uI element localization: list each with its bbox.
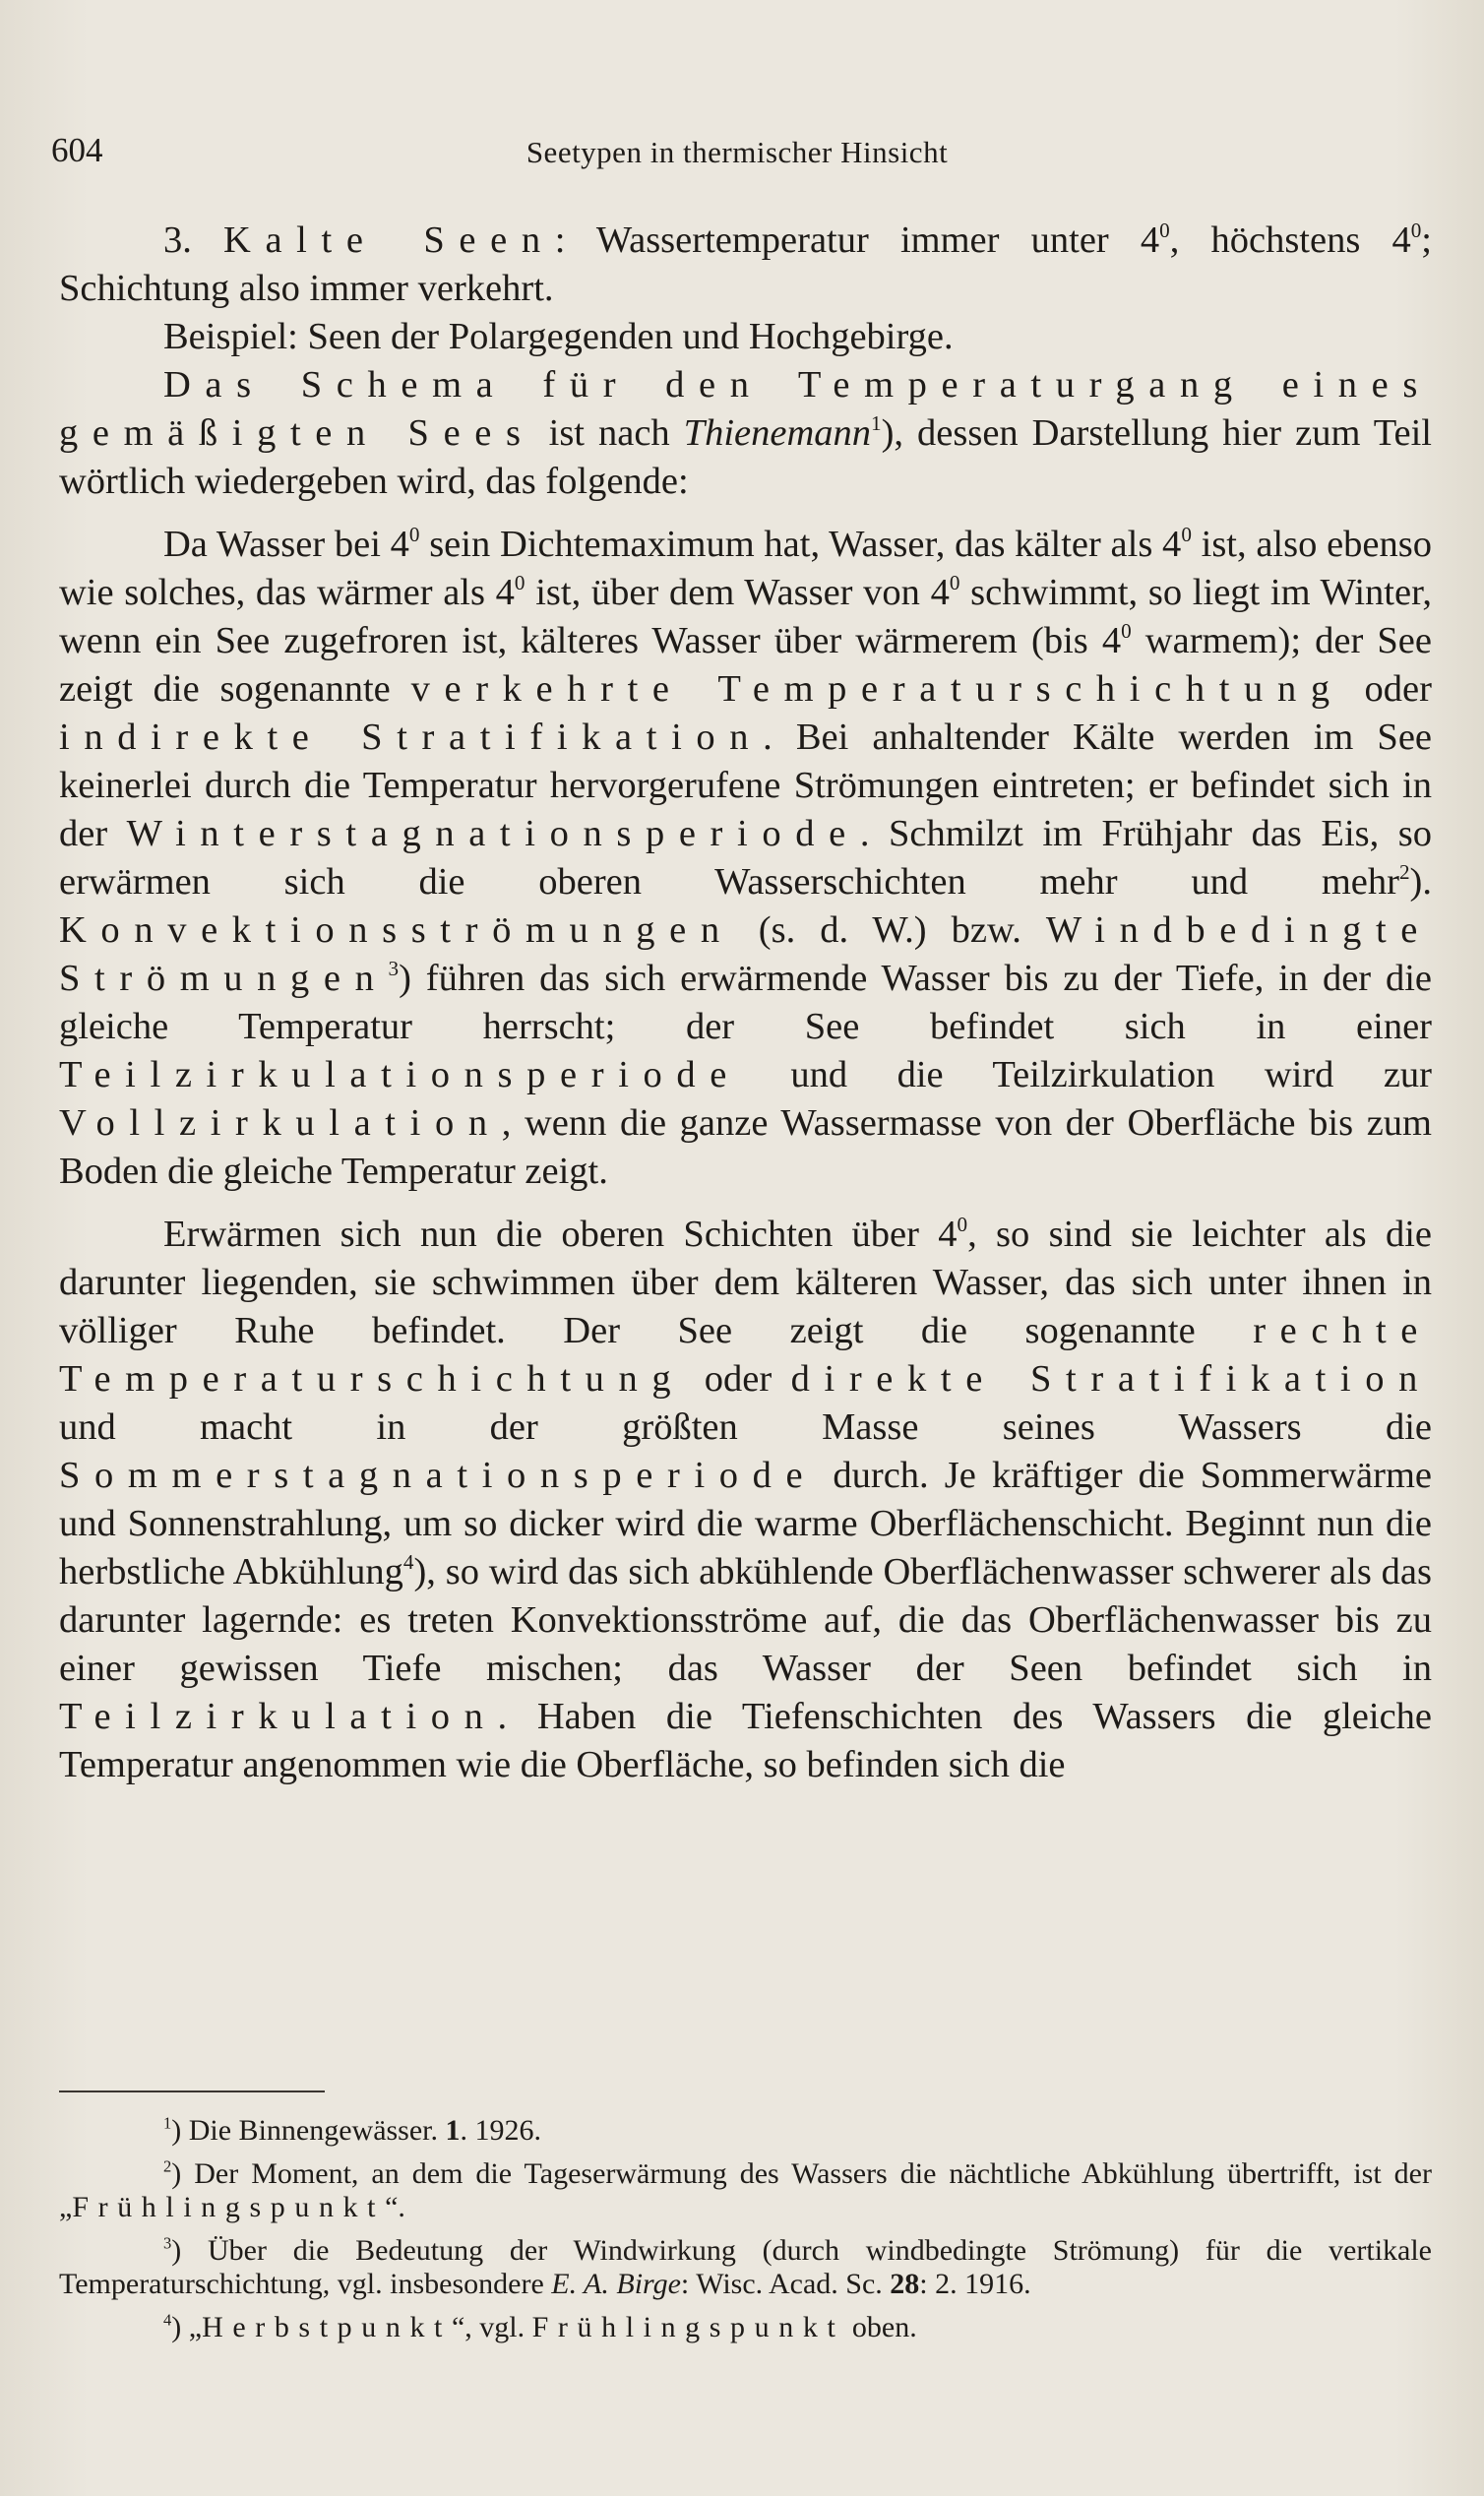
text-run: ; Schichtung also immer verkehrt. [59, 219, 1432, 309]
main-text [59, 217, 1432, 1789]
text-run: durch. Je kräftiger die Sommerwärme und Sonnenstrahlung, um so dicker wird die warme Oberflächenschicht. Beginnt nun die herbstliche Abkühlung [59, 1455, 1432, 1592]
text-run: “, vgl. [451, 2311, 532, 2343]
text-run: : Wassertemperatur immer unter 4 [554, 219, 1160, 261]
text-run: 3. [163, 219, 224, 261]
text-run: : 2. 1916. [919, 2268, 1031, 2300]
spaced-term: Windbedingte Strömungen [59, 909, 1432, 999]
text-run: oder [1343, 668, 1432, 710]
text-run: ). [1409, 861, 1432, 903]
text-run: ist, also ebenso wie solches, das wärmer als 4 [59, 524, 1433, 613]
degree-sign: 0 [408, 523, 420, 547]
spaced-term: Teilzirkulation [59, 1696, 498, 1737]
text-run: ) „ [171, 2311, 203, 2343]
volume-number: 1 [445, 2114, 461, 2147]
text-run: schwimmt, so liegt im Winter, wenn ein See zugefroren ist, kälteres Wasser über wärmerem (bis 4 [59, 572, 1432, 661]
text-run: warmem); der See zeigt die sogenannte [59, 620, 1432, 710]
footnote-ref: 1 [871, 411, 882, 436]
spaced-term: verkehrte Temperaturschichtung [410, 668, 1344, 710]
spaced-term: Sommerstagnationsperiode [59, 1455, 818, 1496]
text-run: ), dessen Darstellung hier zum Teil wörtlich wiedergeben wird, das folgende: [59, 412, 1432, 502]
author-name: Thienemann [683, 412, 871, 454]
text-run: Da Wasser bei 4 [163, 524, 409, 565]
degree-sign: 0 [1159, 218, 1170, 243]
spaced-term: Frühlingspunkt [531, 2311, 845, 2343]
text-run: . 1926. [460, 2114, 542, 2147]
paragraph-schema [59, 361, 1432, 506]
spaced-term: indirekte Stratifikation [59, 717, 764, 758]
page-header [51, 131, 1423, 180]
spaced-term: Frühlingspunkt [72, 2191, 386, 2223]
degree-sign: 0 [514, 571, 526, 595]
text-run: ) Die Binnengewässer. [171, 2114, 446, 2147]
degree-sign: 0 [1181, 523, 1192, 547]
text-run: (s. d. W.) bzw. [733, 909, 1046, 951]
text-run: , so sind sie leichter als die darunter liegenden, sie schwimmen über dem kälteren Wasser, das sich unter ihnen in völliger Ruhe befindet. Der See zeigt die sogenannte [59, 1214, 1432, 1351]
volume-number: 28 [890, 2268, 920, 2300]
text-run: . Bei anhaltender Kälte werden im See keinerlei durch die Temperatur hervorgerufene Strömungen eintreten; er befindet sich in der [59, 717, 1432, 854]
text-run: oder [685, 1358, 791, 1400]
degree-sign: 0 [949, 571, 960, 595]
text-run: und die Teilzirkulation wird zur [741, 1054, 1432, 1095]
spaced-term: Teilzirkulationsperiode [59, 1054, 742, 1095]
footnote-ref: 4 [402, 1550, 414, 1575]
text-run: oben. [844, 2311, 917, 2343]
footnote-marker: 1 [163, 2113, 172, 2133]
text-run: und macht in der größten Masse seines Wassers die [59, 1406, 1432, 1448]
text-run: “. [385, 2191, 405, 2223]
text-run: ) führen das sich erwärmende Wasser bis zu der Tiefe, in der die gleiche Temperatur herrscht; der See befindet sich in einer [59, 958, 1432, 1047]
spaced-term: rechte Temperaturschichtung [59, 1310, 1432, 1400]
text-run: Erwärmen sich nun die oberen Schichten über 4 [163, 1214, 958, 1255]
spaced-term: Vollzirkulation [59, 1102, 502, 1144]
text-run: ist nach [534, 412, 684, 454]
footnote-ref: 3 [388, 957, 400, 981]
footnote-3 [59, 2234, 1432, 2301]
footnote-marker: 2 [163, 2156, 172, 2176]
text-run: , wenn die ganze Wassermasse von der Oberfläche bis zum Boden die gleiche Temperatur zeigt. [59, 1102, 1432, 1192]
text-run: ), so wird das sich abkühlende Oberflächenwasser schwerer als das darunter lagernde: es treten Konvektionsströme auf, die das Oberflächenwasser bis zu einer gewissen Tiefe mischen; das Wasser der Seen befindet sich in [59, 1551, 1432, 1689]
footnote-4 [59, 2311, 1432, 2344]
spaced-term: Das Schema für den Temperaturgang eines gemäßigten Sees [59, 364, 1432, 454]
footnote-divider [59, 2090, 325, 2092]
running-title: Seetypen in thermischer Hinsicht [526, 135, 949, 169]
degree-sign: 0 [1121, 619, 1132, 644]
text-run: ) Über die Bedeutung der Windwirkung (durch windbedingte Strömung) für die vertikale Temperaturschichtung, vgl. insbesondere [59, 2234, 1432, 2300]
text-run: . Schmilzt im Frühjahr das Eis, so erwärmen sich die oberen Wasserschichten mehr und mehr [59, 813, 1432, 903]
paragraph-erwaermen [59, 1211, 1432, 1789]
page-number: 604 [51, 131, 103, 169]
author-name: E. A. Birge [551, 2268, 681, 2300]
footnotes [59, 2114, 1432, 2354]
degree-sign: 0 [957, 1213, 968, 1237]
text-run: ) Der Moment, an dem die Tageserwärmung des Wassers die nächtliche Abkühlung übertrifft, ist der „ [59, 2157, 1432, 2223]
text-run: sein Dichtemaximum hat, Wasser, das kälter als 4 [419, 524, 1182, 565]
spaced-term: Herbstpunkt [202, 2311, 452, 2343]
footnote-1 [59, 2114, 1432, 2148]
spaced-term: direkte Stratifikation [790, 1358, 1432, 1400]
text-run: : Wisc. Acad. Sc. [680, 2268, 891, 2300]
text-run: , höchstens 4 [1169, 219, 1411, 261]
text-run: . Haben die Tiefenschichten des Wassers die gleiche Temperatur angenommen wie die Oberfläche, so befinden sich die [59, 1696, 1432, 1785]
footnote-ref: 2 [1398, 860, 1410, 885]
spaced-term: Kalte Seen [223, 219, 555, 261]
degree-sign: 0 [1410, 218, 1422, 243]
paragraph-kalte-seen [59, 217, 1432, 313]
footnote-marker: 4 [163, 2310, 172, 2330]
spaced-term: Konvektionsströmungen [59, 909, 734, 951]
text-run: ist, über dem Wasser von 4 [525, 572, 950, 613]
spaced-term: Winterstagnationsperiode [126, 813, 860, 854]
paragraph-dichtemaximum [59, 521, 1432, 1196]
footnote-2 [59, 2157, 1432, 2224]
footnote-marker: 3 [163, 2233, 172, 2253]
paragraph-beispiel: Beispiel: Seen der Polargegenden und Hochgebirge. [163, 316, 954, 357]
